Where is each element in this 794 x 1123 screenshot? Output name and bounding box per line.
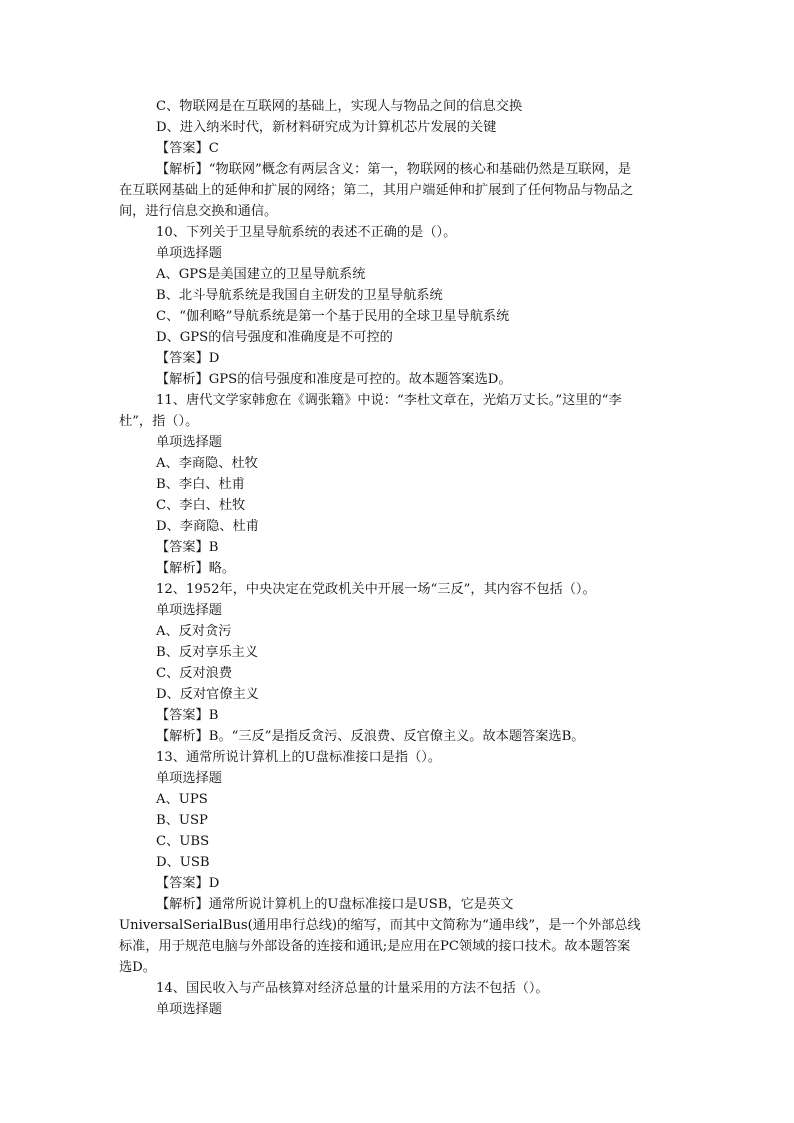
question-10: 10、下列关于卫星导航系统的表述不正确的是（）。 [156, 225, 457, 240]
option-c-q9: C、物联网是在互联网的基础上，实现人与物品之间的信息交换 [156, 99, 523, 114]
option-b-q13: B、USP [156, 813, 208, 828]
explanation-q9-2: 在互联网基础上的延伸和扩展的网络；第二，其用户端延伸和扩展到了任何物品与物品之 [119, 183, 634, 198]
explanation-q9-1: 【解析】“物联网”概念有两层含义：第一，物联网的核心和基础仍然是互联网，是 [156, 162, 632, 177]
question-type-14: 单项选择题 [156, 1002, 222, 1017]
answer-q10: 【答案】D [156, 351, 220, 366]
question-11-1: 11、唐代文学家韩愈在《调张籍》中说：“李杜文章在，光焰万丈长。”这里的“李 [156, 393, 622, 408]
option-b-q11: B、李白、杜甫 [156, 477, 245, 492]
question-type-10: 单项选择题 [156, 246, 222, 261]
answer-q11: 【答案】B [156, 540, 219, 555]
answer-q9: 【答案】C [156, 141, 219, 156]
question-11-2: 杜”，指（）。 [119, 414, 199, 429]
explanation-q13-1: 【解析】通常所说计算机上的U盘标准接口是USB，它是英文 [156, 897, 514, 912]
option-a-q11: A、李商隐、杜牧 [156, 456, 258, 471]
option-d-q9: D、进入纳米时代，新材料研究成为计算机芯片发展的关键 [156, 120, 497, 135]
explanation-q11: 【解析】略。 [156, 561, 236, 576]
question-13: 13、通常所说计算机上的U盘标准接口是指（）。 [156, 750, 442, 765]
explanation-q13-4: 选D。 [119, 960, 156, 975]
option-b-q10: B、北斗导航系统是我国自主研发的卫星导航系统 [156, 288, 443, 303]
option-b-q12: B、反对享乐主义 [156, 645, 259, 660]
question-12: 12、1952年，中央决定在党政机关中开展一场“三反”，其内容不包括（）。 [156, 582, 596, 597]
explanation-q12: 【解析】B。“三反”是指反贪污、反浪费、反官僚主义。故本题答案选B。 [156, 729, 585, 744]
option-d-q11: D、李商隐、杜甫 [156, 519, 259, 534]
option-d-q12: D、反对官僚主义 [156, 687, 259, 702]
question-type-11: 单项选择题 [156, 435, 222, 450]
explanation-q13-2: UniversalSerialBus(通用串行总线)的缩写，而其中文简称为“通串线”，是一个外部总线 [119, 918, 641, 933]
explanation-q13-3: 标准，用于规范电脑与外部设备的连接和通讯;是应用在PC领域的接口技术。故本题答案 [119, 939, 631, 954]
option-d-q13: D、USB [156, 855, 210, 870]
answer-q13: 【答案】D [156, 876, 220, 891]
option-c-q11: C、李白、杜牧 [156, 498, 246, 513]
question-14: 14、国民收入与产品核算对经济总量的计量采用的方法不包括（）。 [156, 981, 549, 996]
option-c-q12: C、反对浪费 [156, 666, 233, 681]
option-a-q12: A、反对贪污 [156, 624, 232, 639]
explanation-q9-3: 间，进行信息交换和通信。 [119, 204, 278, 219]
option-c-q10: C、“伽利略”导航系统是第一个基于民用的全球卫星导航系统 [156, 309, 510, 324]
option-a-q13: A、UPS [156, 792, 208, 807]
answer-q12: 【答案】B [156, 708, 219, 723]
option-c-q13: C、UBS [156, 834, 210, 849]
question-type-12: 单项选择题 [156, 603, 222, 618]
explanation-q10: 【解析】GPS的信号强度和准度是可控的。故本题答案选D。 [156, 372, 512, 387]
option-d-q10: D、GPS的信号强度和准确度是不可控的 [156, 330, 393, 345]
question-type-13: 单项选择题 [156, 771, 222, 786]
option-a-q10: A、GPS是美国建立的卫星导航系统 [156, 267, 366, 282]
